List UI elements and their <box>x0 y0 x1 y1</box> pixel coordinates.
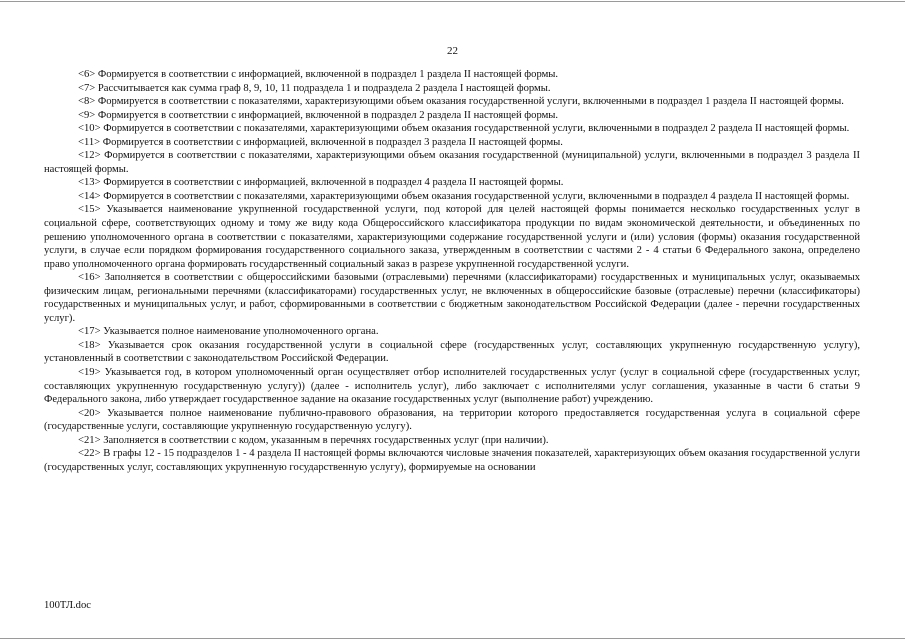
footnote-15: <15> Указывается наименование укрупненной государственной услуги, под которой для целей настоящей формы понимается несколько государственных услуг в социальной сфере, соответствующих одному и тому же виду кода Общероссийского классификатора продукции по видам экономической деятельности, и объединенных по решению уполномоченного органа в соответствии с показателями, характеризующими содержание государственной услуги и (или) условия (формы) оказания государственной услуги, в случае если порядком формирования государственного социального заказа, утвержденным в соответствии с частями 2 - 4 статьи 6 Федерального закона, определено право уполномоченного органа формировать государственный социальный заказ в разрезе укрупненной государственной услуги. <box>44 204 860 270</box>
footnote-10: <10> Формируется в соответствии с показателями, характеризующими объем оказания государственной услуги, включенными в подраздел 2 раздела II настоящей формы. <box>78 123 850 135</box>
footnotes-list <box>44 68 860 474</box>
footnote-16: <16> Заполняется в соответствии с общероссийскими базовыми (отраслевыми) перечнями (классификаторами) государственных и муниципальных услуг, оказываемых физическим лицам, региональными перечнями (классификаторами) государственных услуг, не включенных в общероссийские базовые (отраслевые) перечни (классификаторы) государственных и муниципальных услуг, и работ, сформированными в соответствии с бюджетным законодательством Российской Федерации (далее - перечни государственных услуг). <box>44 272 860 324</box>
footnote-12: <12> Формируется в соответствии с показателями, характеризующими объем оказания государственной (муниципальной) услуги, включенными в подраздел 3 раздела II настоящей формы. <box>44 150 860 175</box>
page-top-edge <box>0 1 905 2</box>
footnote-22: <22> В графы 12 - 15 подразделов 1 - 4 раздела II настоящей формы включаются числовые значения показателей, характеризующих объем оказания государственной услуги (государственных услуг, составляющих укрупненную государственную услугу), формируемые на основании <box>44 448 860 473</box>
footnote-13: <13> Формируется в соответствии с информацией, включенной в подраздел 4 раздела II настоящей формы. <box>78 177 564 189</box>
footnote-21: <21> Заполняется в соответствии с кодом, указанным в перечнях государственных услуг (при наличии). <box>78 434 549 446</box>
footer-filename: 100ТЛ.doc <box>44 600 91 611</box>
page-bottom-edge <box>0 638 905 639</box>
page-number: 22 <box>447 45 458 57</box>
footnote-20: <20> Указывается полное наименование публично-правового образования, на территории которого предоставляется государственная услуга в социальной сфере (государственные услуги, составляющие укрупненную государственную услугу). <box>44 407 860 433</box>
footnote-18: <18> Указывается срок оказания государственной услуги в социальной сфере (государственных услуг, составляющих укрупненную государственную услугу), установленный в соответствии с законодательством Российской Федерации. <box>44 339 860 365</box>
footnote-7: <7> Рассчитывается как сумма граф 8, 9, 10, 11 подраздела 1 и подраздела 2 раздела I настоящей формы. <box>78 82 551 94</box>
footnote-11: <11> Формируется в соответствии с информацией, включенной в подраздел 3 раздела II настоящей формы. <box>78 136 563 148</box>
footnote-9: <9> Формируется в соответствии с информацией, включенной в подраздел 2 раздела II настоящей формы. <box>78 109 559 121</box>
footnote-8: <8> Формируется в соответствии с показателями, характеризующими объем оказания государственной услуги, включенными в подраздел 1 раздела II настоящей формы. <box>78 96 844 108</box>
footnote-6: <6> Формируется в соответствии с информацией, включенной в подраздел 1 раздела II настоящей формы. <box>78 69 559 80</box>
footnote-14: <14> Формируется в соответствии с показателями, характеризующими объем оказания государственной услуги, включенными в подраздел 4 раздела II настоящей формы. <box>78 190 850 202</box>
footnote-19: <19> Указывается год, в котором уполномоченный орган осуществляет отбор исполнителей государственных услуг (услуг в социальной сфере (государственных услуг, составляющих укрупненную государственную услугу)) (далее - исполнитель услуг), либо заключает с исполнителями услуг соглашения, указанные в части 6 статьи 9 Федерального закона, либо утверждает государственное задание на оказание государственных услуг (выполнение работ) учреждению. <box>44 367 860 406</box>
footnote-17: <17> Указывается полное наименование уполномоченного органа. <box>78 326 379 338</box>
